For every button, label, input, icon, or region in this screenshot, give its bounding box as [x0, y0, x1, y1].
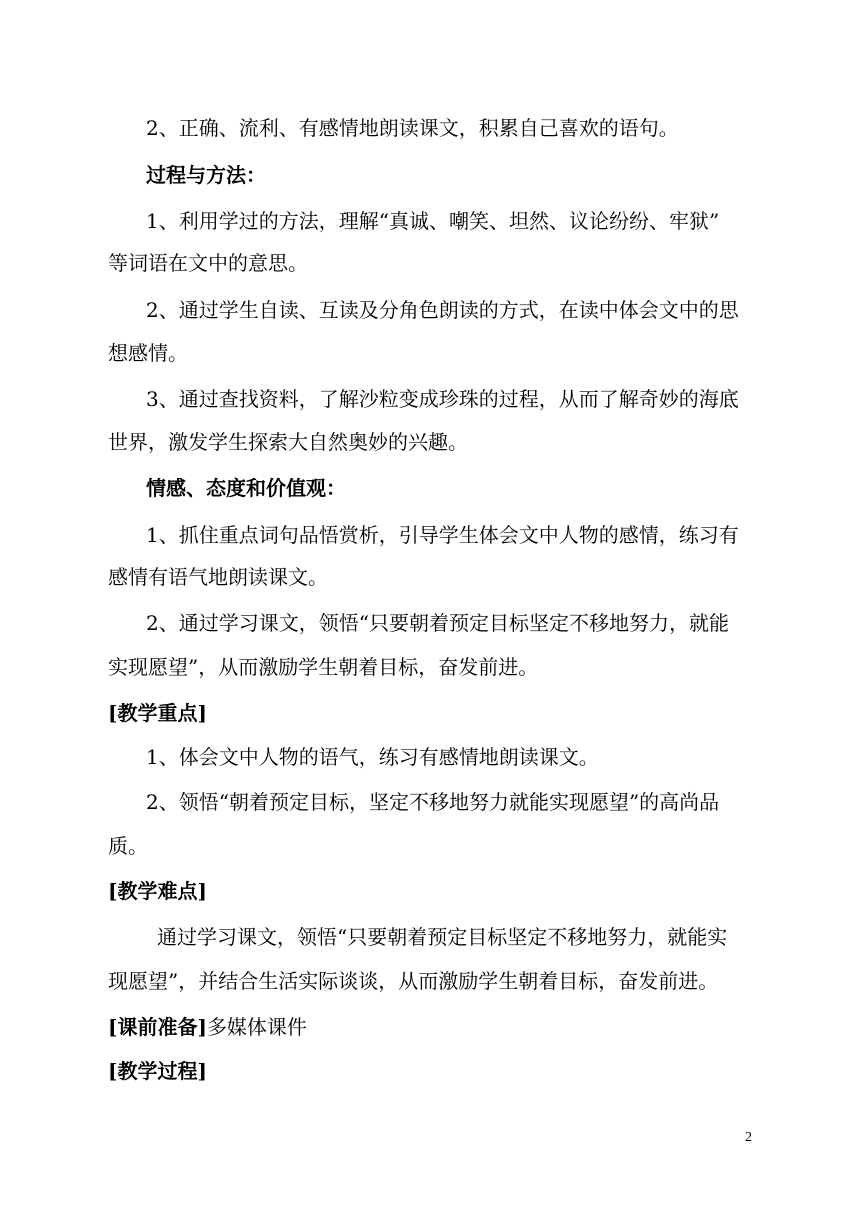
difficulty-text-cont: 现愿望”，并结合生活实际谈谈，从而激励学生朝着目标，奋发前进。 [108, 969, 719, 993]
process-item-1: 1、利用学过的方法，理解“真诚、嘲笑、坦然、议论纷纷、牢狱” [146, 209, 720, 233]
focus-item-2-cont: 质。 [108, 834, 148, 858]
difficulty-text: 通过学习课文，领悟“只要朝着预定目标坚定不移地努力，就能实 [157, 925, 728, 949]
process-item-2: 2、通过学生自读、互读及分角色朗读的方式，在读中体会文中的思 [146, 298, 739, 322]
objective-line-2: 2、正确、流利、有感情地朗读课文，积累自己喜欢的语句。 [146, 116, 679, 140]
emotion-item-2: 2、通过学习课文，领悟“只要朝着预定目标坚定不移地努力，就能 [146, 611, 729, 635]
preparation-text: 多媒体课件 [206, 1015, 307, 1039]
process-item-2-cont: 想感情。 [108, 341, 188, 365]
heading-teaching-process: [教学过程] [108, 1059, 207, 1083]
process-item-3: 3、通过查找资料，了解沙粒变成珍珠的过程，从而了解奇妙的海底 [146, 387, 739, 411]
page-number: 2 [745, 1130, 752, 1145]
process-item-3-cont: 世界，激发学生探索大自然奥妙的兴趣。 [108, 430, 468, 454]
process-item-1-cont: 等词语在文中的意思。 [108, 251, 308, 275]
preparation-line [108, 1014, 307, 1040]
heading-preparation: [课前准备] [108, 1015, 207, 1039]
section-heading-emotion-values: 情感、态度和价值观： [146, 476, 346, 500]
emotion-item-2-cont: 实现愿望”，从而激励学生朝着目标，奋发前进。 [108, 655, 539, 679]
heading-teaching-difficulty: [教学难点] [108, 879, 207, 903]
focus-item-2: 2、领悟“朝着预定目标，坚定不移地努力就能实现愿望”的高尚品 [146, 790, 720, 814]
emotion-item-1: 1、抓住重点词句品悟赏析，引导学生体会文中人物的感情，练习有 [146, 523, 739, 547]
emotion-item-1-cont: 感情有语气地朗读课文。 [108, 565, 328, 589]
focus-item-1: 1、体会文中人物的语气，练习有感情地朗读课文。 [146, 745, 599, 769]
section-heading-process-method: 过程与方法： [146, 163, 266, 187]
heading-teaching-focus: [教学重点] [108, 701, 207, 725]
